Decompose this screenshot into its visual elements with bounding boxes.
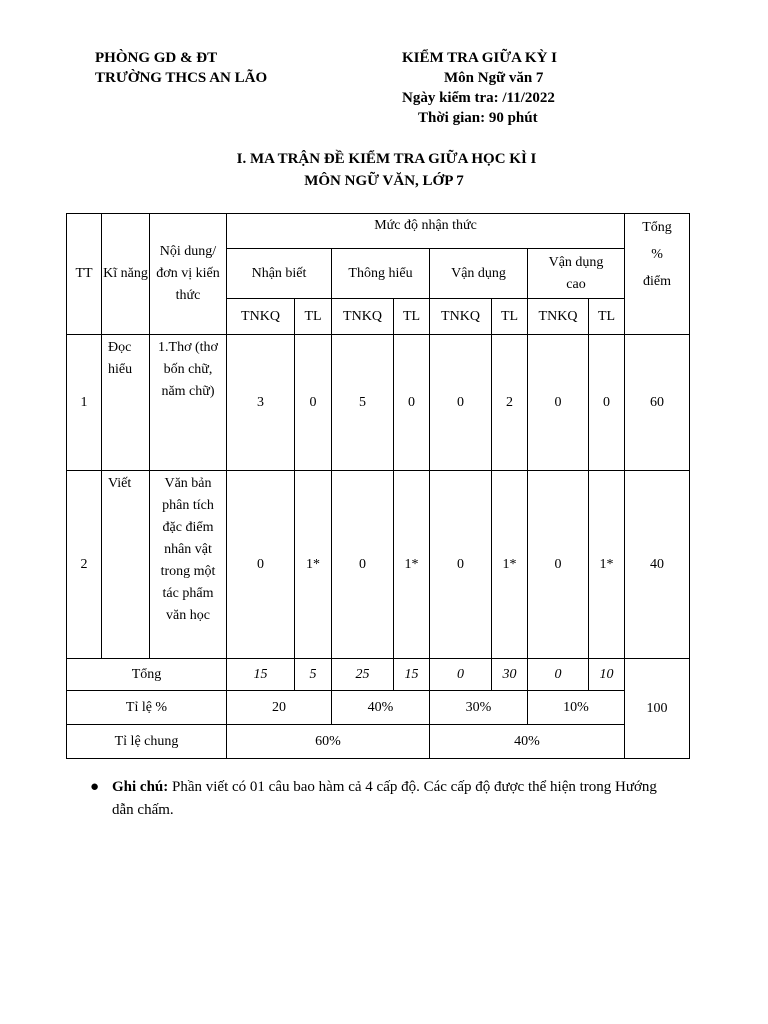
row-value: 0: [332, 471, 394, 659]
sum-value: 30: [492, 659, 528, 691]
note: [90, 776, 680, 822]
header-skill: Kĩ năng: [102, 214, 150, 335]
sub-header: TNKQ: [528, 299, 589, 335]
note-text: [90, 776, 680, 822]
subject-name: Môn Ngữ văn 7: [444, 70, 544, 86]
sub-header: TNKQ: [332, 299, 394, 335]
header-level: Mức độ nhận thức: [227, 214, 625, 249]
level-high-application: Vận dụng cao: [528, 249, 625, 299]
header-tt: TT: [67, 214, 102, 335]
ratio-value: 10%: [528, 691, 625, 725]
grand-total: 100: [625, 659, 690, 759]
row-value: 0: [528, 471, 589, 659]
exam-header: [402, 48, 557, 128]
row-value: 1*: [492, 471, 528, 659]
sum-value: 10: [589, 659, 625, 691]
row-total: 40: [625, 471, 690, 659]
exam-title: KIỂM TRA GIỮA KỲ I: [402, 50, 558, 66]
sub-header: TNKQ: [227, 299, 295, 335]
sub-header: TL: [394, 299, 430, 335]
ratio-value: 30%: [430, 691, 528, 725]
row-skill: Viết: [102, 471, 150, 659]
sum-value: 15: [227, 659, 295, 691]
row-value: 1*: [295, 471, 332, 659]
row-value: 2: [492, 335, 528, 471]
row-value: 0: [295, 335, 332, 471]
department-name: PHÒNG GD & ĐT: [95, 50, 218, 66]
row-value: 0: [430, 471, 492, 659]
row-value: 0: [528, 335, 589, 471]
school-name: TRƯỜNG THCS AN LÃO: [95, 70, 268, 86]
row-value: 1*: [394, 471, 430, 659]
exam-duration: Thời gian: 90 phút: [418, 110, 538, 126]
general-value: 40%: [430, 725, 625, 759]
ratio-value: 40%: [332, 691, 430, 725]
sub-header: TL: [589, 299, 625, 335]
row-value: 0: [227, 471, 295, 659]
row-content: 1.Thơ (thơ bốn chữ, năm chữ): [150, 335, 227, 471]
school-header: [95, 48, 267, 88]
sum-value: 0: [528, 659, 589, 691]
row-value: 0: [430, 335, 492, 471]
level-application: Vận dụng: [430, 249, 528, 299]
sum-value: 15: [394, 659, 430, 691]
row-value: 5: [332, 335, 394, 471]
header-content: Nội dung/đơn vị kiến thức: [150, 214, 227, 335]
sum-value: 25: [332, 659, 394, 691]
row-value: 0: [394, 335, 430, 471]
row-value: 1*: [589, 471, 625, 659]
note-label: Ghi chú:: [112, 779, 169, 795]
matrix-table: [66, 213, 690, 759]
general-value: 60%: [227, 725, 430, 759]
sum-label: Tổng: [67, 659, 227, 691]
ratio-value: 20: [227, 691, 332, 725]
row-total: 60: [625, 335, 690, 471]
title-line-2: MÔN NGỮ VĂN, LỚP 7: [304, 173, 464, 189]
sub-header: TL: [295, 299, 332, 335]
level-recognition: Nhận biết: [227, 249, 332, 299]
row-value: 0: [589, 335, 625, 471]
row-content: Văn bản phân tích đặc điểm nhân vật trong một tác phẩm văn học: [150, 471, 227, 659]
row-tt: 2: [67, 471, 102, 659]
bullet-icon: ●: [90, 779, 100, 795]
sum-value: 5: [295, 659, 332, 691]
level-comprehension: Thông hiểu: [332, 249, 430, 299]
document-title: [0, 148, 768, 192]
sum-value: 0: [430, 659, 492, 691]
exam-date: Ngày kiểm tra: /11/2022: [402, 90, 555, 106]
row-value: 3: [227, 335, 295, 471]
note-body: Phần viết có 01 câu bao hàm cả 4 cấp độ. Các cấp độ được thể hiện trong Hướng dẫn chấm.: [112, 779, 657, 818]
title-line-1: I. MA TRẬN ĐỀ KIỂM TRA GIỮA HỌC KÌ I: [236, 151, 537, 167]
row-tt: 1: [67, 335, 102, 471]
sub-header: TNKQ: [430, 299, 492, 335]
row-skill: Đọc hiểu: [102, 335, 150, 471]
header-total: Tổng % điểm: [625, 214, 690, 335]
general-label: Tỉ lệ chung: [67, 725, 227, 759]
ratio-label: Tỉ lệ %: [67, 691, 227, 725]
sub-header: TL: [492, 299, 528, 335]
